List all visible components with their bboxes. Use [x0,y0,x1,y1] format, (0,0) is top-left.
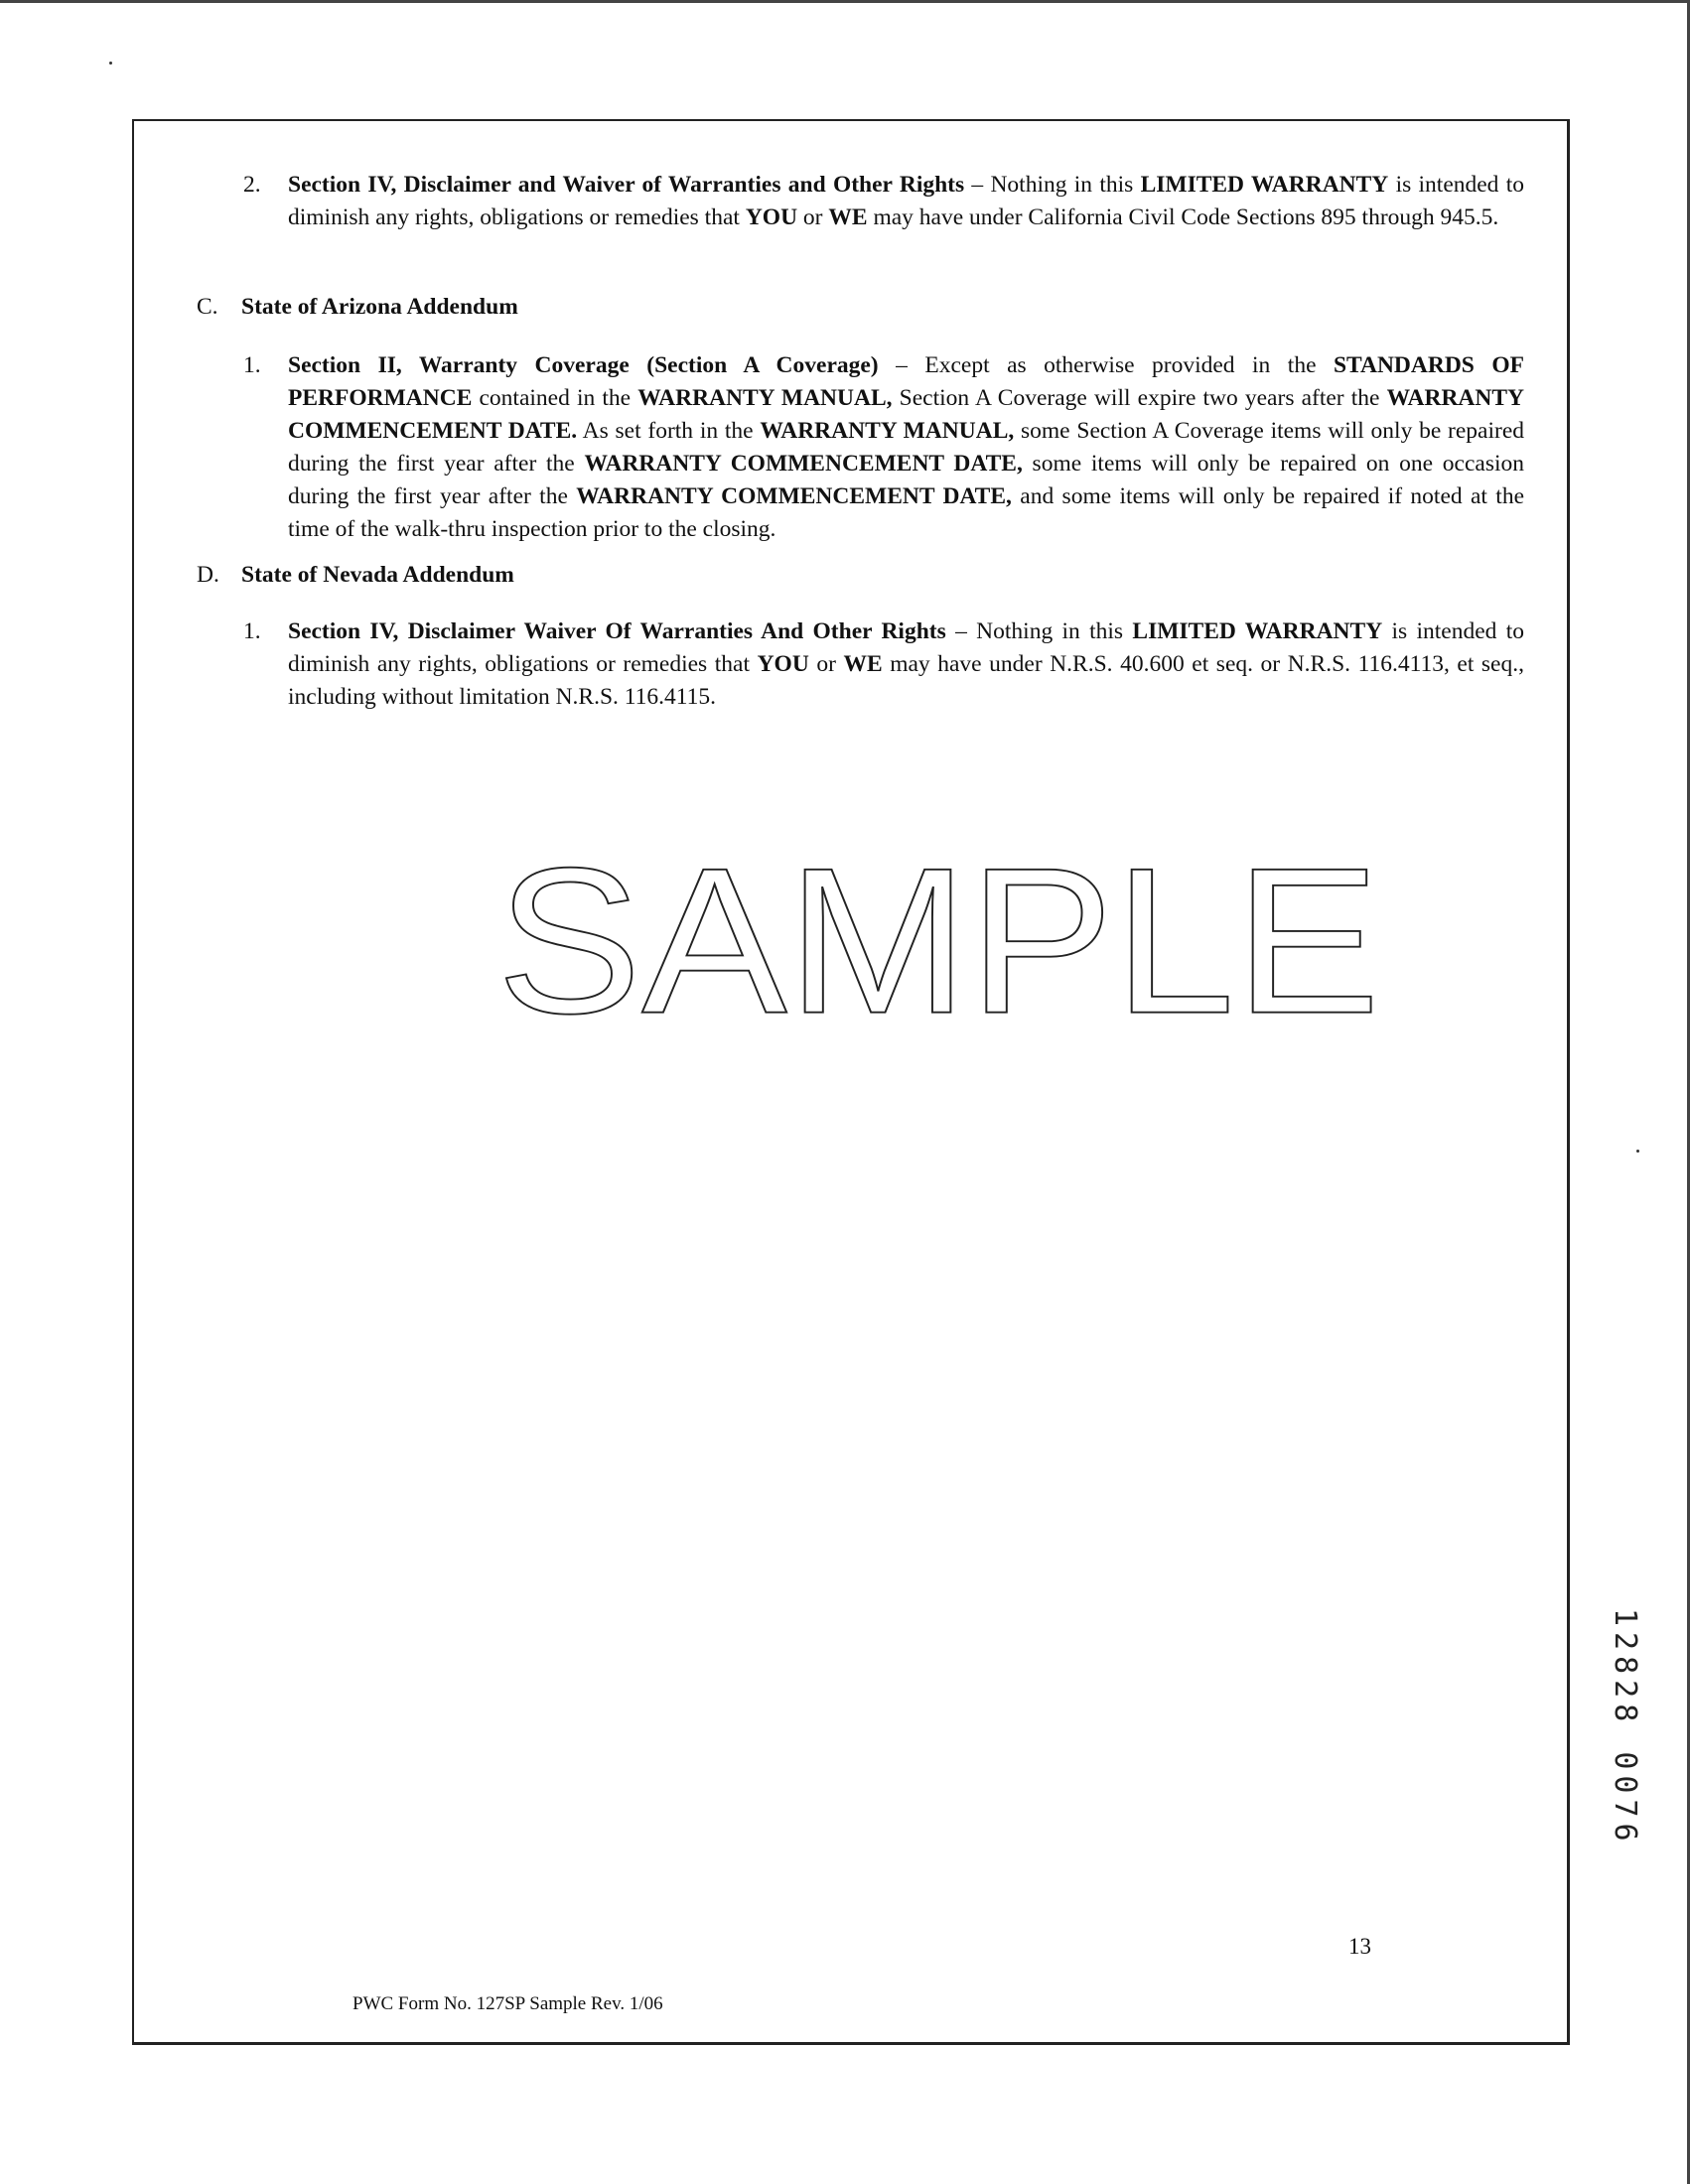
page-number: 13 [1348,1934,1371,1959]
defined-term: WARRANTY COMMENCEMENT DATE, [584,451,1023,477]
defined-term: WE [828,205,868,230]
section-title: State of Arizona Addendum [241,294,518,320]
defined-term: YOU [745,205,798,230]
scan-speck [1636,1150,1639,1153]
defined-term: WARRANTY MANUAL, [637,385,893,411]
item-text: – Except as otherwise provided in the [878,352,1334,378]
list-number: 1. [243,618,261,644]
list-number: 2. [243,172,261,198]
item-text: is intended to diminish any rights, obligations or remedies that [288,618,1525,677]
defined-term: LIMITED WARRANTY [1140,172,1389,198]
item-text: may have under N.R.S. 40.600 et seq. or N.R.S. 116.4113, et seq., including without limitation N.R.S. 116.4115. [288,651,1524,710]
scan-edge-top [0,0,1690,3]
defined-term: LIMITED WARRANTY [1132,618,1383,644]
section-letter: D. [197,562,219,588]
item-text: contained in the [472,385,638,411]
item-text: is intended to diminish any rights, obligations or remedies that [288,172,1524,230]
side-stamp [1607,1608,1646,1886]
side-stamp-number: 12828 0076 [1608,1608,1642,1847]
watermark-text: SAMPLE [496,824,1381,1057]
item-lead: Section II, Warranty Coverage (Section A Coverage) [288,352,879,378]
defined-term: WE [843,651,883,677]
item-text: and some items will only be repaired if noted at the time of the walk-thru inspection prior to the closing. [288,483,1525,542]
list-item-body [288,169,1524,234]
scan-speck [109,62,112,65]
item-text: – Nothing in this [964,172,1141,198]
item-text: As set forth in the [577,418,761,444]
list-item-body [288,349,1524,546]
defined-term: YOU [757,651,809,677]
section-title: State of Nevada Addendum [241,562,514,588]
item-text: Section A Coverage will expire two years after the [892,385,1387,411]
section-letter: C. [197,294,218,320]
item-text: may have under California Civil Code Sections 895 through 945.5. [867,205,1499,230]
sample-watermark [492,814,1385,1057]
item-lead: Section IV, Disclaimer Waiver Of Warranties And Other Rights [288,618,946,644]
footer-form-label: PWC Form No. 127SP Sample Rev. 1/06 [352,1993,663,2014]
defined-term: WARRANTY COMMENCEMENT DATE. [288,385,1525,444]
list-item-body [288,615,1524,714]
item-text: – Nothing in this [945,618,1133,644]
list-number: 1. [243,352,261,378]
item-text: or [797,205,829,230]
defined-term: STANDARDS OF PERFORMANCE [288,352,1524,411]
item-text: some items will only be repaired on one occasion during the first year after the [288,451,1524,509]
item-lead: Section IV, Disclaimer and Waiver of Warranties and Other Rights [288,172,965,198]
item-text: some Section A Coverage items will only be repaired during the first year after the [288,418,1525,477]
item-text: or [808,651,844,677]
defined-term: WARRANTY COMMENCEMENT DATE, [576,483,1012,509]
defined-term: WARRANTY MANUAL, [760,418,1015,444]
